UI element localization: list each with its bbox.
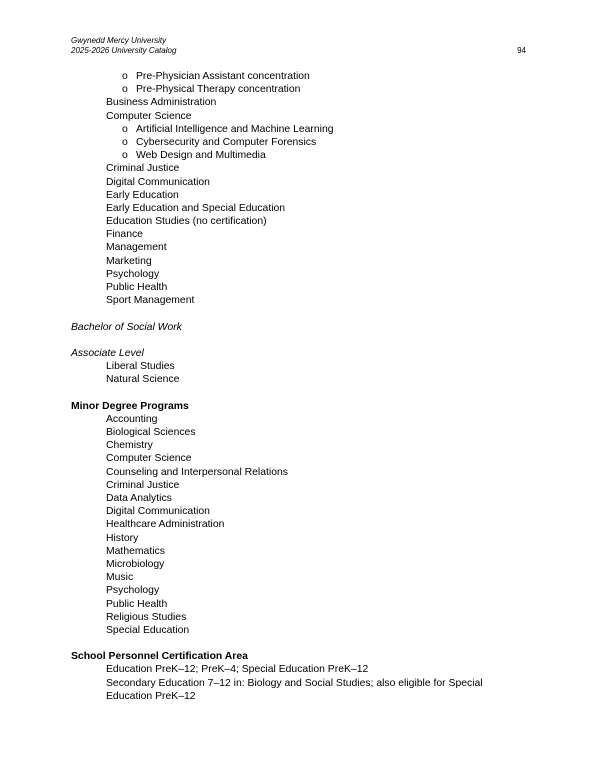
minor-item: Public Health [106, 598, 168, 610]
minor-item: Mathematics [106, 545, 165, 557]
program-item: Criminal Justice [106, 163, 180, 175]
program-item: Early Education and Special Education [106, 202, 286, 214]
certification-item: Secondary Education 7–12 in: Biology and Social Studies; also eligible for Special Education PreK–12 [106, 677, 483, 702]
minor-item: Biological Sciences [106, 427, 196, 439]
bachelor-social-work-heading: Bachelor of Social Work [71, 321, 182, 333]
minor-item: Healthcare Administration [106, 519, 225, 531]
minor-item: Psychology [106, 585, 160, 597]
minor-item: Digital Communication [106, 506, 210, 518]
minor-item: Data Analytics [106, 493, 172, 504]
minor-programs-heading: Minor Degree Programs [71, 400, 189, 412]
bullet-icon: o [122, 84, 128, 96]
program-item: Management [106, 242, 167, 254]
header-catalog: 2025-2026 University Catalog [71, 46, 177, 55]
program-item: Early Education [106, 189, 179, 201]
page-content [71, 70, 531, 703]
program-computer-science: Computer Science [106, 110, 192, 122]
bullet-icon: o [122, 123, 128, 135]
concentration-item: o Web Design and Multimedia [122, 150, 266, 162]
program-business: Business Administration [106, 97, 217, 109]
program-item: Public Health [106, 282, 168, 293]
associate-item: Liberal Studies [106, 361, 175, 373]
program-item: Digital Communication [106, 176, 210, 188]
minor-item: Computer Science [106, 453, 192, 465]
minor-item: Criminal Justice [106, 479, 180, 491]
associate-item: Natural Science [106, 374, 180, 386]
minor-item: Music [106, 572, 134, 584]
concentration-item: o Artificial Intelligence and Machine Learning [122, 123, 334, 135]
minor-item: Special Education [106, 624, 190, 636]
minor-item: Chemistry [106, 440, 153, 452]
minor-item: Counseling and Interpersonal Relations [106, 466, 288, 478]
bullet-icon: o [122, 71, 128, 82]
minor-item: Religious Studies [106, 611, 187, 623]
minor-item: History [106, 532, 139, 544]
certification-heading: School Personnel Certification Area [71, 651, 248, 663]
program-item: Sport Management [106, 295, 195, 307]
header-university: Gwynedd Mercy University [71, 36, 167, 45]
associate-level-heading: Associate Level [71, 347, 144, 359]
bullet-icon: o [122, 136, 128, 148]
page-number: 94 [517, 46, 526, 55]
program-item: Psychology [106, 268, 160, 280]
minor-item: Accounting [106, 413, 158, 425]
minor-item: Microbiology [106, 558, 165, 570]
program-item: Marketing [106, 255, 152, 267]
concentration-item: o Cybersecurity and Computer Forensics [122, 136, 317, 148]
program-item: Finance [106, 229, 143, 241]
concentration-item: o Pre-Physical Therapy concentration [122, 84, 301, 96]
bullet-icon: o [122, 150, 128, 162]
program-item: Education Studies (no certification) [106, 216, 267, 228]
certification-item: Education PreK–12; PreK–4; Special Education PreK–12 [106, 664, 369, 676]
concentration-item: o Pre-Physician Assistant concentration [122, 71, 310, 82]
